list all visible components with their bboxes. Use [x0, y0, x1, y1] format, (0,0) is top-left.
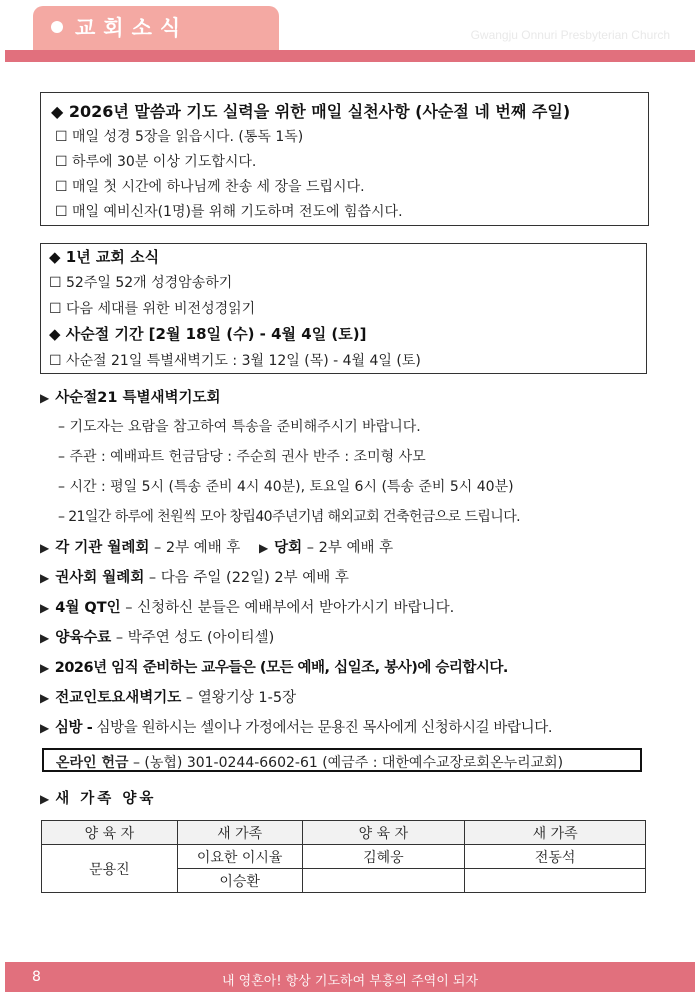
triangle-bullet-icon: ▶ [40, 691, 50, 705]
triangle-bullet-icon: ▶ [40, 661, 49, 675]
year-news-item: ☐ 52주일 52개 성경암송하기 [49, 275, 233, 291]
footer-bar [5, 962, 695, 992]
daily-practice-box [40, 92, 649, 226]
table-header-cell: 새 가족 [177, 821, 302, 845]
triangle-bullet-icon: ▶ [40, 391, 50, 405]
table-row [42, 845, 646, 869]
year-news-box [40, 243, 647, 374]
table-cell: 이요한 이시율 [177, 845, 302, 869]
table-cell: 이승환 [177, 869, 302, 893]
page-title: 교회소식 [75, 16, 189, 40]
dawn-prayer-heading: ▶ 사순절21 특별새벽기도회 [40, 390, 221, 406]
triangle-bullet-icon: ▶ [40, 631, 50, 645]
table-header-cell: 새 가족 [465, 821, 646, 845]
table-cell: 문용진 [42, 845, 178, 893]
daily-practice-title: ◆ 2026년 말씀과 기도 실력을 위한 매일 실천사항 (사순절 네 번째 주일) [51, 102, 571, 121]
notice-qt: ▶ 4월 QT인 – 신청하신 분들은 예배부에서 받아가시기 바랍니다. [40, 600, 455, 616]
online-offering-box: 온라인 헌금 – (농협) 301-0244-6602-61 (예금주 : 대한예수교장로회온누리교회) [42, 748, 642, 772]
header-bar [5, 50, 695, 62]
dawn-prayer-line: – 시간 : 평일 5시 (특송 준비 4시 40분), 토요일 6시 (특송 준비 5시 40분) [58, 479, 514, 495]
notice-officers: ▶ 2026년 임직 준비하는 교우들은 (모든 예배, 십일조, 봉사)에 승리합시다. [40, 660, 508, 676]
table-cell: 김혜웅 [302, 845, 465, 869]
church-name: Gwangju Onnuri Presbyterian Church [470, 28, 670, 42]
notice-visit: ▶ 심방 - 심방을 원하시는 셀이나 가정에서는 문용진 목사에게 신청하시길 바랍니다. [40, 720, 553, 736]
notice-saturday-prayer: ▶ 전교인토요새벽기도 – 열왕기상 1-5장 [40, 690, 297, 706]
triangle-bullet-icon: ▶ [258, 541, 269, 555]
dawn-prayer-line: – 주관 : 예배파트 헌금담당 : 주순희 권사 반주 : 조미형 사모 [58, 449, 426, 465]
lent-dawn-prayer-item: ☐ 사순절 21일 특별새벽기도 : 3월 12일 (목) - 4월 4일 (토) [49, 353, 421, 369]
year-news-item: ☐ 다음 세대를 위한 비전성경읽기 [49, 301, 256, 317]
table-cell [302, 869, 465, 893]
practice-item: ☐ 매일 성경 5장을 읽읍시다. (통독 1독) [55, 129, 304, 145]
triangle-bullet-icon: ▶ [40, 541, 50, 555]
table-cell [465, 869, 646, 893]
notice-foster-graduation: ▶ 양육수료 – 박주연 성도 (아이티셀) [40, 630, 275, 646]
year-news-title: ◆ 1년 교회 소식 [49, 248, 160, 266]
new-family-heading: ▶ 새 가족 양육 [40, 791, 157, 807]
footer-slogan: 내 영혼아! 항상 기도하여 부흥의 주역이 되자 [221, 974, 479, 989]
practice-item: ☐ 하루에 30분 이상 기도합시다. [55, 154, 257, 170]
table-header-cell: 양 육 자 [42, 821, 178, 845]
triangle-bullet-icon: ▶ [40, 792, 50, 806]
dawn-prayer-line: – 기도자는 요람을 참고하여 특송을 준비해주시기 바랍니다. [58, 419, 421, 435]
header-tab [33, 6, 279, 50]
lent-period-title: ◆ 사순절 기간 [2월 18일 (수) - 4월 4일 (토)] [49, 325, 367, 343]
table-header-row [42, 821, 646, 845]
triangle-bullet-icon: ▶ [40, 571, 50, 585]
practice-item: ☐ 매일 예비신자(1명)를 위해 기도하며 전도에 힘씁시다. [55, 204, 403, 220]
notice-org-meeting: ▶ 각 기관 월례회 – 2부 예배 후 ▶ 당회 – 2부 예배 후 [40, 540, 394, 556]
triangle-bullet-icon: ▶ [40, 721, 49, 735]
triangle-bullet-icon: ▶ [40, 601, 50, 615]
table-header-cell: 양 육 자 [302, 821, 465, 845]
notice-kwonsa-meeting: ▶ 권사회 월례회 – 다음 주일 (22일) 2부 예배 후 [40, 570, 349, 586]
table-cell: 전동석 [465, 845, 646, 869]
page-number: 8 [32, 969, 41, 985]
bullet-dot-icon [51, 21, 63, 33]
practice-item: ☐ 매일 첫 시간에 하나님께 찬송 세 장을 드립시다. [55, 179, 365, 195]
new-family-table [41, 820, 646, 893]
dawn-prayer-line: – 21일간 하루에 천원씩 모아 창립40주년기념 해외교회 건축헌금으로 드립니다. [58, 509, 520, 525]
